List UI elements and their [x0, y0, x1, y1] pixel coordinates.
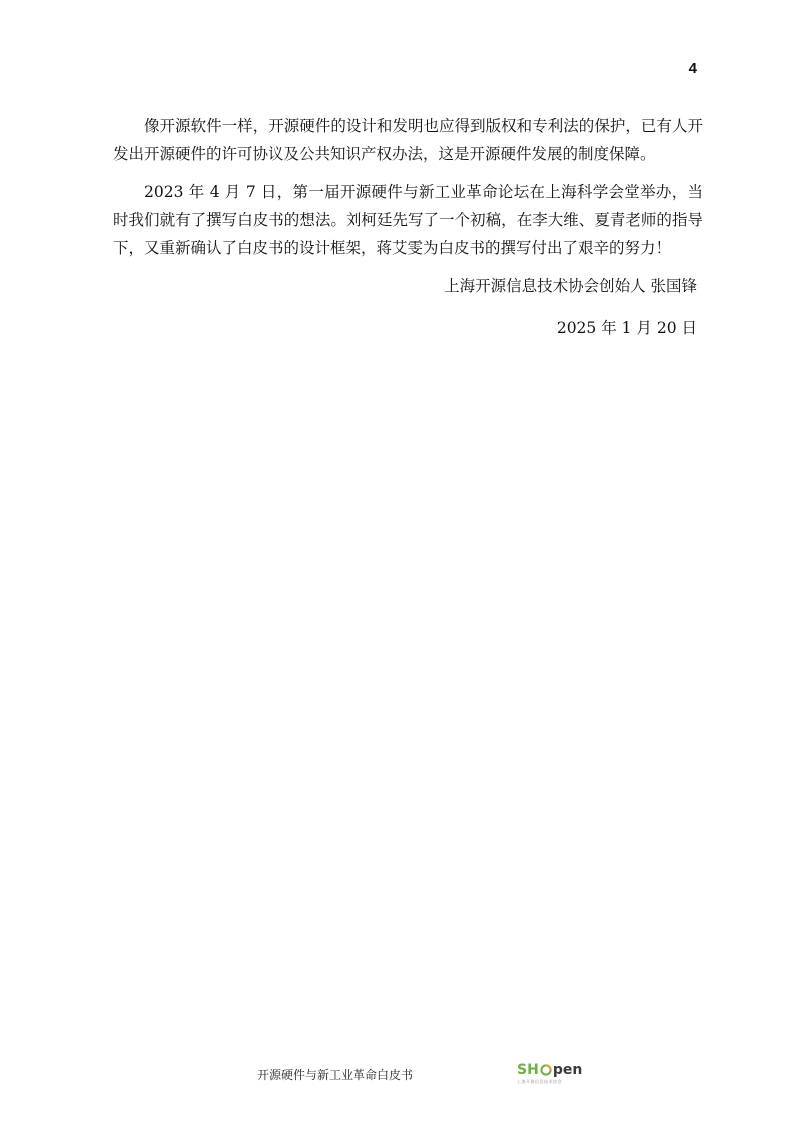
page-footer	[0, 1062, 793, 1092]
logo-wordmark	[517, 1062, 587, 1078]
logo-text-left: SH	[517, 1062, 539, 1078]
logo-text-right: pen	[552, 1062, 583, 1078]
paragraph-1: 像开源软件一样，开源硬件的设计和发明也应得到版权和专利法的保护，已有人开发出开源硬件的许可协议及公共知识产权办法，这是开源硬件发展的制度保障。	[113, 117, 703, 163]
signature-block	[113, 272, 703, 342]
logo-circle-icon	[540, 1064, 552, 1076]
signature-date: 2025 年 1 月 20 日	[556, 319, 697, 337]
logo-subtitle: 上海开源信息技术协会	[517, 1079, 562, 1084]
paragraph-2: 2023 年 4 月 7 日，第一届开源硬件与新工业革命论坛在上海科学会堂举办，当时我们就有了撰写白皮书的想法。刘柯廷先写了一个初稿，在李大维、夏青老师的指导下，又重新确认了白皮书的设计框架，蒋艾雯为白皮书的撰写付出了艰辛的努力！	[113, 183, 703, 257]
signature-author: 上海开源信息技术协会创始人 张国锋	[444, 277, 697, 295]
page-number: 4	[688, 60, 697, 77]
shopen-logo	[517, 1062, 587, 1090]
footer-title: 开源硬件与新工业革命白皮书	[257, 1068, 414, 1082]
body-text	[113, 112, 703, 356]
